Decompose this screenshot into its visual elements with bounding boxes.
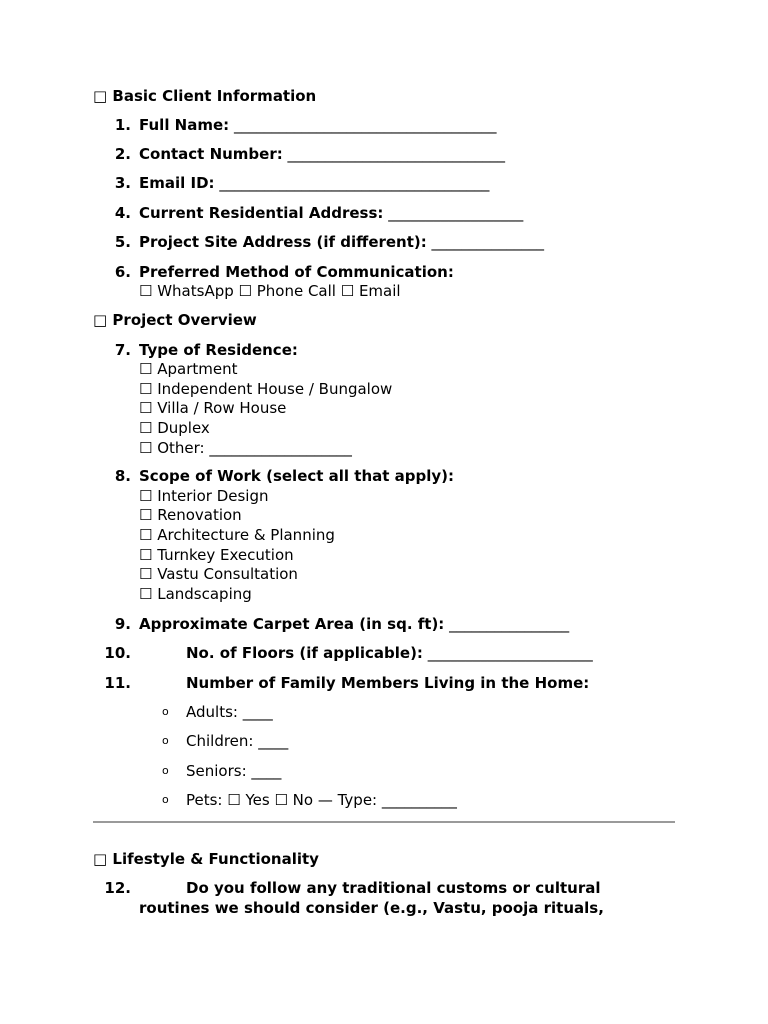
question-label: Email ID:	[139, 174, 215, 192]
question-carpet-area	[139, 614, 569, 634]
section-icon: □	[93, 87, 108, 105]
question-number: 4.	[114, 204, 131, 222]
scope-option-checkbox[interactable]: ☐ Turnkey Execution	[139, 546, 294, 564]
residence-option-checkbox[interactable]: ☐ Independent House / Bungalow	[139, 380, 393, 398]
question-number: 6.	[114, 263, 131, 281]
section-title: Basic Client Information	[112, 87, 317, 105]
question-label-residence-type: Type of Residence:	[139, 341, 298, 359]
question-label: No. of Floors (if applicable):	[186, 644, 423, 662]
question-contact-number	[139, 144, 505, 164]
scope-option-checkbox[interactable]: ☐ Vastu Consultation	[139, 565, 298, 583]
scope-option-checkbox[interactable]: ☐ Landscaping	[139, 585, 252, 603]
question-label: Approximate Carpet Area (in sq. ft):	[139, 615, 445, 633]
site-address-blank[interactable]: _______________	[431, 233, 545, 251]
family-adults-field[interactable]: Adults: ____	[186, 703, 273, 721]
scope-option-checkbox[interactable]: ☐ Renovation	[139, 506, 242, 524]
question-residential-address	[139, 203, 523, 223]
list-bullet: o	[162, 705, 169, 718]
question-number: 7.	[114, 341, 131, 359]
question-number: 10.	[104, 644, 131, 662]
scope-option-checkbox[interactable]: ☐ Interior Design	[139, 487, 269, 505]
carpet-area-blank[interactable]: ________________	[449, 615, 570, 633]
question-number: 12.	[104, 879, 131, 897]
section-heading-project-overview	[93, 310, 257, 330]
question-number: 5.	[114, 233, 131, 251]
communication-options[interactable]: ☐ WhatsApp ☐ Phone Call ☐ Email	[139, 282, 401, 300]
residence-option-checkbox[interactable]: ☐ Other: ___________________	[139, 439, 352, 457]
question-label-family-members: Number of Family Members Living in the Home:	[186, 674, 590, 692]
section-divider	[93, 821, 675, 823]
question-label: Project Site Address (if different):	[139, 233, 427, 251]
scope-option-checkbox[interactable]: ☐ Architecture & Planning	[139, 526, 335, 544]
contact-number-blank[interactable]: _____________________________	[287, 145, 506, 163]
section-title: Project Overview	[112, 311, 257, 329]
section-title: Lifestyle & Functionality	[112, 850, 319, 868]
residence-option-checkbox[interactable]: ☐ Apartment	[139, 360, 238, 378]
question-label-customs-line2: routines we should consider (e.g., Vastu, pooja rituals,	[139, 899, 604, 917]
list-bullet: o	[162, 734, 169, 747]
email-id-blank[interactable]: ____________________________________	[219, 174, 490, 192]
family-seniors-field[interactable]: Seniors: ____	[186, 762, 282, 780]
question-floors	[186, 643, 593, 663]
question-number: 1.	[114, 116, 131, 134]
question-label-scope: Scope of Work (select all that apply):	[139, 467, 455, 485]
question-email-id	[139, 173, 489, 193]
question-number: 9.	[114, 615, 131, 633]
question-label: Contact Number:	[139, 145, 283, 163]
residential-address-blank[interactable]: __________________	[388, 204, 524, 222]
residence-option-checkbox[interactable]: ☐ Villa / Row House	[139, 399, 287, 417]
floors-blank[interactable]: ______________________	[427, 644, 593, 662]
full-name-blank[interactable]: ___________________________________	[233, 116, 497, 134]
question-label-communication: Preferred Method of Communication:	[139, 263, 454, 281]
family-children-field[interactable]: Children: ____	[186, 732, 289, 750]
question-full-name	[139, 115, 496, 135]
question-number: 3.	[114, 174, 131, 192]
question-label-customs-line1: Do you follow any traditional customs or cultural	[186, 879, 601, 897]
section-icon: □	[93, 311, 108, 329]
question-number: 2.	[114, 145, 131, 163]
residence-option-checkbox[interactable]: ☐ Duplex	[139, 419, 210, 437]
family-pets-field[interactable]: Pets: ☐ Yes ☐ No — Type: __________	[186, 791, 457, 809]
section-icon: □	[93, 850, 108, 868]
list-bullet: o	[162, 764, 169, 777]
question-label: Full Name:	[139, 116, 230, 134]
section-heading-basic-info	[93, 86, 316, 106]
question-label: Current Residential Address:	[139, 204, 384, 222]
list-bullet: o	[162, 793, 169, 806]
question-number: 8.	[114, 467, 131, 485]
question-site-address	[139, 232, 544, 252]
question-number: 11.	[104, 674, 131, 692]
section-heading-lifestyle	[93, 849, 319, 869]
